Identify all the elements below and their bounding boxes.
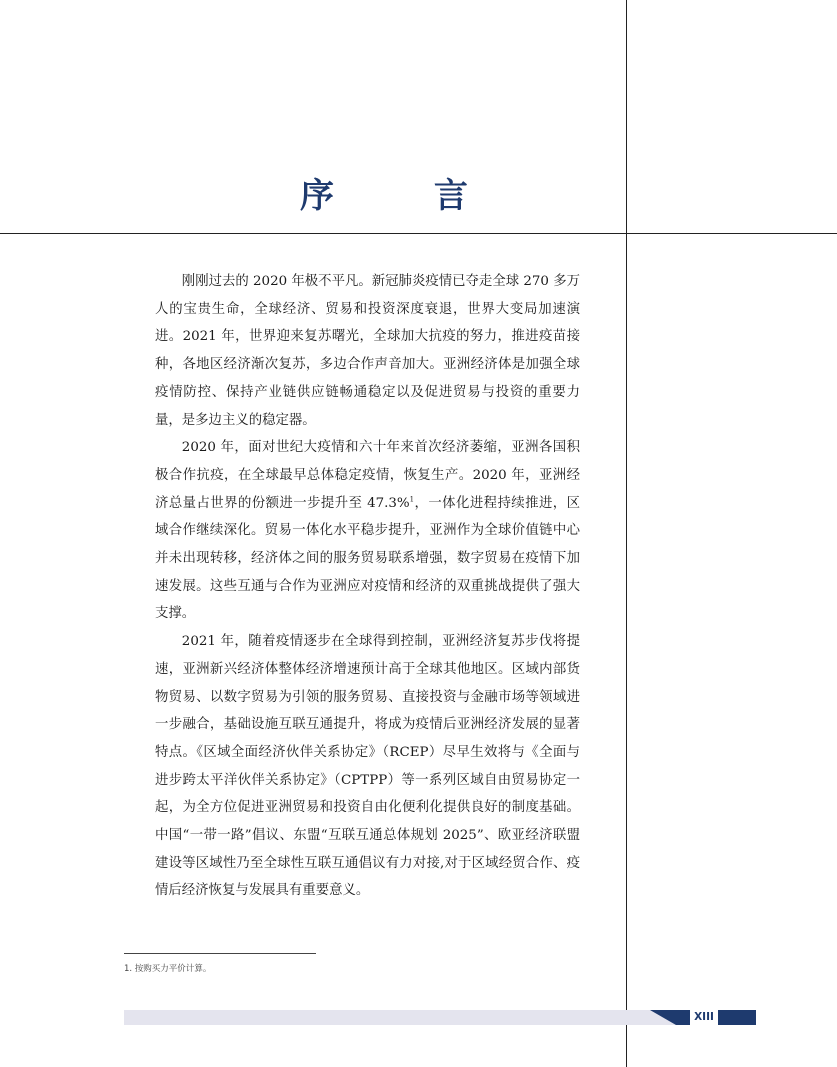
footnote-rule (124, 953, 316, 954)
paragraph-2-part-2: ，一体化进程持续推进，区域合作继续深化。贸易一体化水平稳步提升，亚洲作为全球价值链中心并未出现转移，经济体之间的服务贸易联系增强，数字贸易在疫情下加速发展。这些互通与合作为亚洲应对疫情和经济的双重挑战提供了强大支撑。 (155, 495, 581, 622)
footnote-ref[interactable]: 1 (409, 495, 415, 504)
paragraph-1: 刚刚过去的 2020 年极不平凡。新冠肺炎疫情已夺走全球 270 多万人的宝贵生命，全球经济、贸易和投资深度衰退，世界大变局加速演进。2021 年，世界迎来复苏曙光，全球加大抗疫的努力，推进疫苗接种，各地区经济渐次复苏，多边合作声音加大。亚洲经济体是加强全球疫情防控、保持产业链供应链畅通稳定以及促进贸易与投资的重要力量，是多边主义的稳定器。 (155, 274, 580, 428)
page-number: XIII (690, 1010, 718, 1025)
paragraph-2-part-1: 2020 年，面对世纪大疫情和六十年来首次经济萎缩，亚洲各国积极合作抗疫，在全球最早总体稳定疫情，恢复生产。2020 年，亚洲经济总量占世界的份额进一步提升至 47.3% (155, 440, 580, 511)
paragraph-3: 2021 年，随着疫情逐步在全球得到控制，亚洲经济复苏步伐将提速，亚洲新兴经济体整体经济增速预计高于全球其他地区。区域内部货物贸易、以数字贸易为引领的服务贸易、直接投资与金融市场等领域进一步融合，基础设施互联互通提升，将成为疫情后亚洲经济发展的显著特点。《区域全面经济伙伴关系协定》（RCEP）尽早生效将与《全面与进步跨太平洋伙伴关系协定》（CPTPP）等一系列区域自由贸易协定一起，为全方位促进亚洲贸易和投资自由化便利化提供良好的制度基础。中国“一带一路”倡议、东盟“互联互通总体规划 2025”、欧亚经济联盟建设等区域性乃至全球性互联互通倡议有力对接,对于区域经贸合作、疫情后经济恢复与发展具有重要意义。 (155, 634, 580, 899)
title-underline-rule (0, 233, 837, 234)
paragraph-2 (155, 434, 580, 628)
footer-wedge (650, 1010, 690, 1025)
footer-bar (124, 1010, 684, 1025)
page-title: 序 言 (300, 176, 512, 216)
page-number-block (718, 1010, 756, 1025)
body-text (155, 268, 580, 905)
vertical-rule (626, 0, 627, 1067)
footnote: 1. 按购买力平价计算。 (124, 964, 212, 974)
